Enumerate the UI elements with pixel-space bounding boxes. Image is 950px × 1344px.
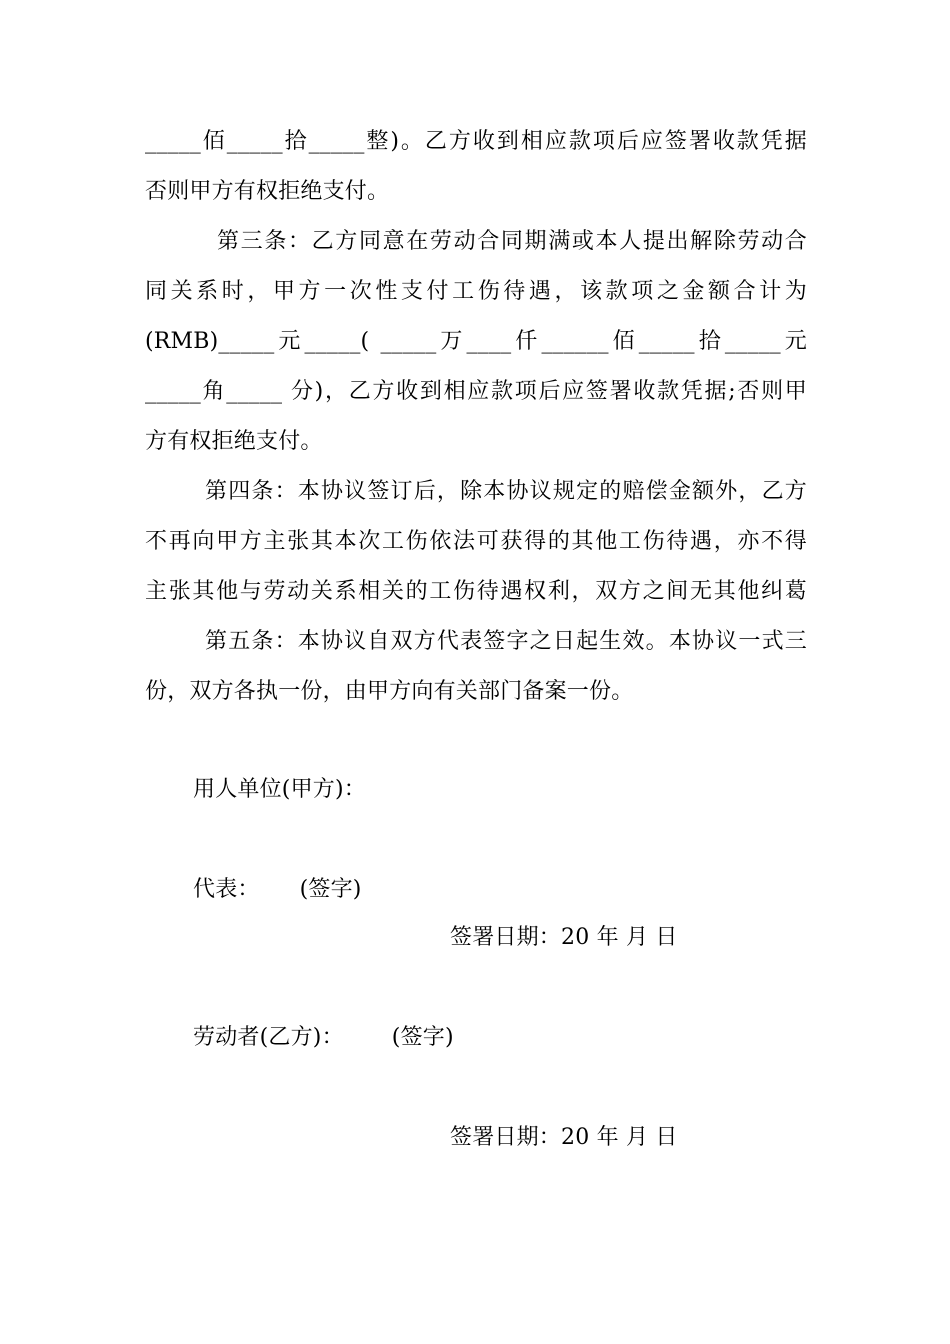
representative-label: 代表： xyxy=(193,877,260,902)
signing-date-2: 签署日期：20 年 月 日 xyxy=(450,1125,678,1150)
article-4-line: 第四条：本协议签订后，除本协议规定的赔偿金额外，乙方 xyxy=(205,479,807,504)
article-4-line: 主张其他与劳动关系相关的工伤待遇权利，双方之间无其他纠葛 xyxy=(145,579,807,604)
employer-label: 用人单位(甲方)： xyxy=(193,777,366,802)
article-3-line: 方有权拒绝支付。 xyxy=(145,429,323,454)
representative-sign-placeholder: (签字) xyxy=(299,877,362,902)
worker-label: 劳动者(乙方)： xyxy=(193,1025,344,1050)
signing-date-1: 签署日期：20 年 月 日 xyxy=(450,925,678,950)
article-5-line: 份，双方各执一份，由甲方向有关部门备案一份。 xyxy=(145,679,634,704)
article-5-line: 第五条：本协议自双方代表签字之日起生效。本协议一式三 xyxy=(205,629,807,654)
article-4-line: 不再向甲方主张其本次工伤依法可获得的其他工伤待遇，亦不得 xyxy=(145,529,807,554)
representative-line xyxy=(193,875,793,905)
worker-line xyxy=(193,1023,793,1053)
article-3-line: 第三条：乙方同意在劳动合同期满或本人提出解除劳动合 xyxy=(217,229,807,254)
paragraph-line: _____佰_____拾_____整)。乙方收到相应款项后应签署收款凭据 xyxy=(145,129,807,154)
article-3-line: _____角_____ 分)，乙方收到相应款项后应签署收款凭据;否则甲 xyxy=(145,379,807,404)
article-3-line: 同关系时，甲方一次性支付工伤待遇，该款项之金额合计为 xyxy=(145,279,807,304)
article-3-line: (RMB)_____元_____( _____万____仟______佰_____拾_____元 xyxy=(145,329,807,354)
paragraph-line: 否则甲方有权拒绝支付。 xyxy=(145,179,390,204)
worker-sign-placeholder: (签字) xyxy=(391,1025,454,1050)
